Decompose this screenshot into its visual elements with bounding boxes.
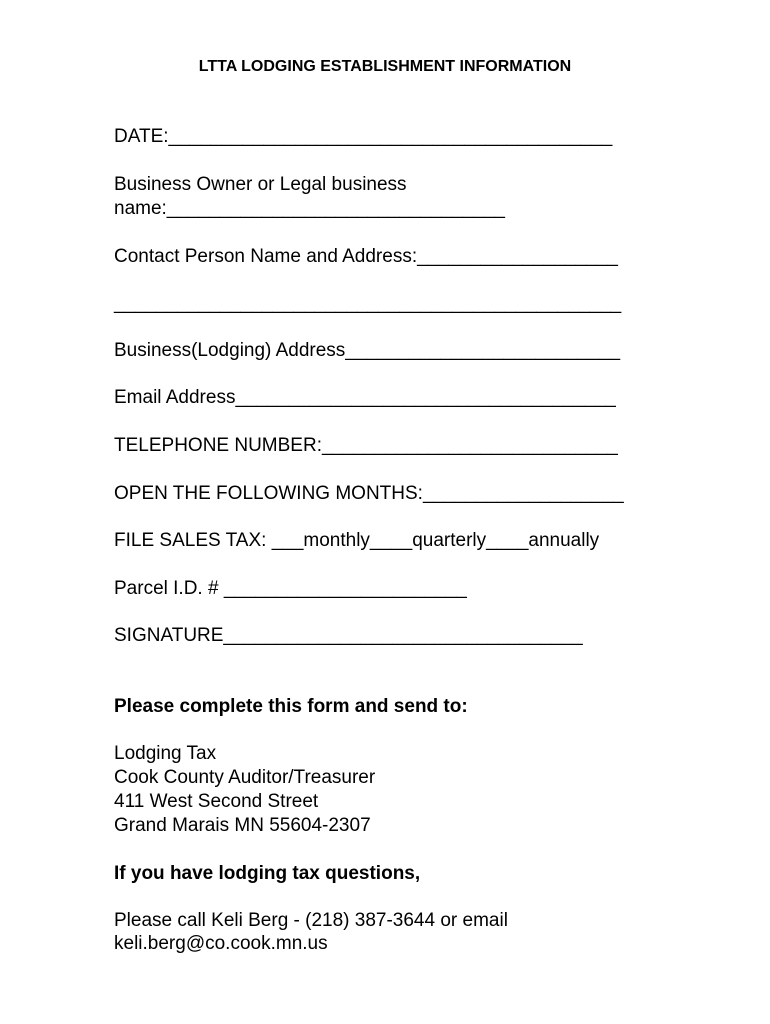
business-address-field[interactable]: Business(Lodging) Address__________________________ xyxy=(114,340,621,361)
address-line: 411 West Second Street xyxy=(114,791,319,812)
address-line: Grand Marais MN 55604-2307 xyxy=(114,815,371,836)
send-to-heading: Please complete this form and send to: xyxy=(114,696,468,717)
contact-address-field[interactable]: ________________________________________________ xyxy=(114,293,622,314)
contact-email: keli.berg@co.cook.mn.us xyxy=(114,933,328,954)
address-line: Cook County Auditor/Treasurer xyxy=(114,767,376,788)
questions-heading: If you have lodging tax questions, xyxy=(114,863,421,884)
signature-field[interactable]: SIGNATURE__________________________________ xyxy=(114,625,583,646)
page-title: LTTA LODGING ESTABLISHMENT INFORMATION xyxy=(198,58,572,75)
sales-tax-field[interactable]: FILE SALES TAX: ___monthly____quarterly____annually xyxy=(114,530,600,551)
date-field[interactable]: DATE:__________________________________________ xyxy=(114,126,613,147)
owner-name-field[interactable]: name:________________________________ xyxy=(114,198,505,219)
contact-info-line: Please call Keli Berg - (218) 387-3644 or email xyxy=(114,910,508,931)
email-field[interactable]: Email Address____________________________________ xyxy=(114,387,616,408)
owner-label: Business Owner or Legal business xyxy=(114,174,407,195)
contact-person-field[interactable]: Contact Person Name and Address:___________________ xyxy=(114,246,618,267)
parcel-id-field[interactable]: Parcel I.D. # _______________________ xyxy=(114,578,467,599)
telephone-field[interactable]: TELEPHONE NUMBER:____________________________ xyxy=(114,435,618,456)
open-months-field[interactable]: OPEN THE FOLLOWING MONTHS:___________________ xyxy=(114,483,624,504)
address-line: Lodging Tax xyxy=(114,743,217,764)
